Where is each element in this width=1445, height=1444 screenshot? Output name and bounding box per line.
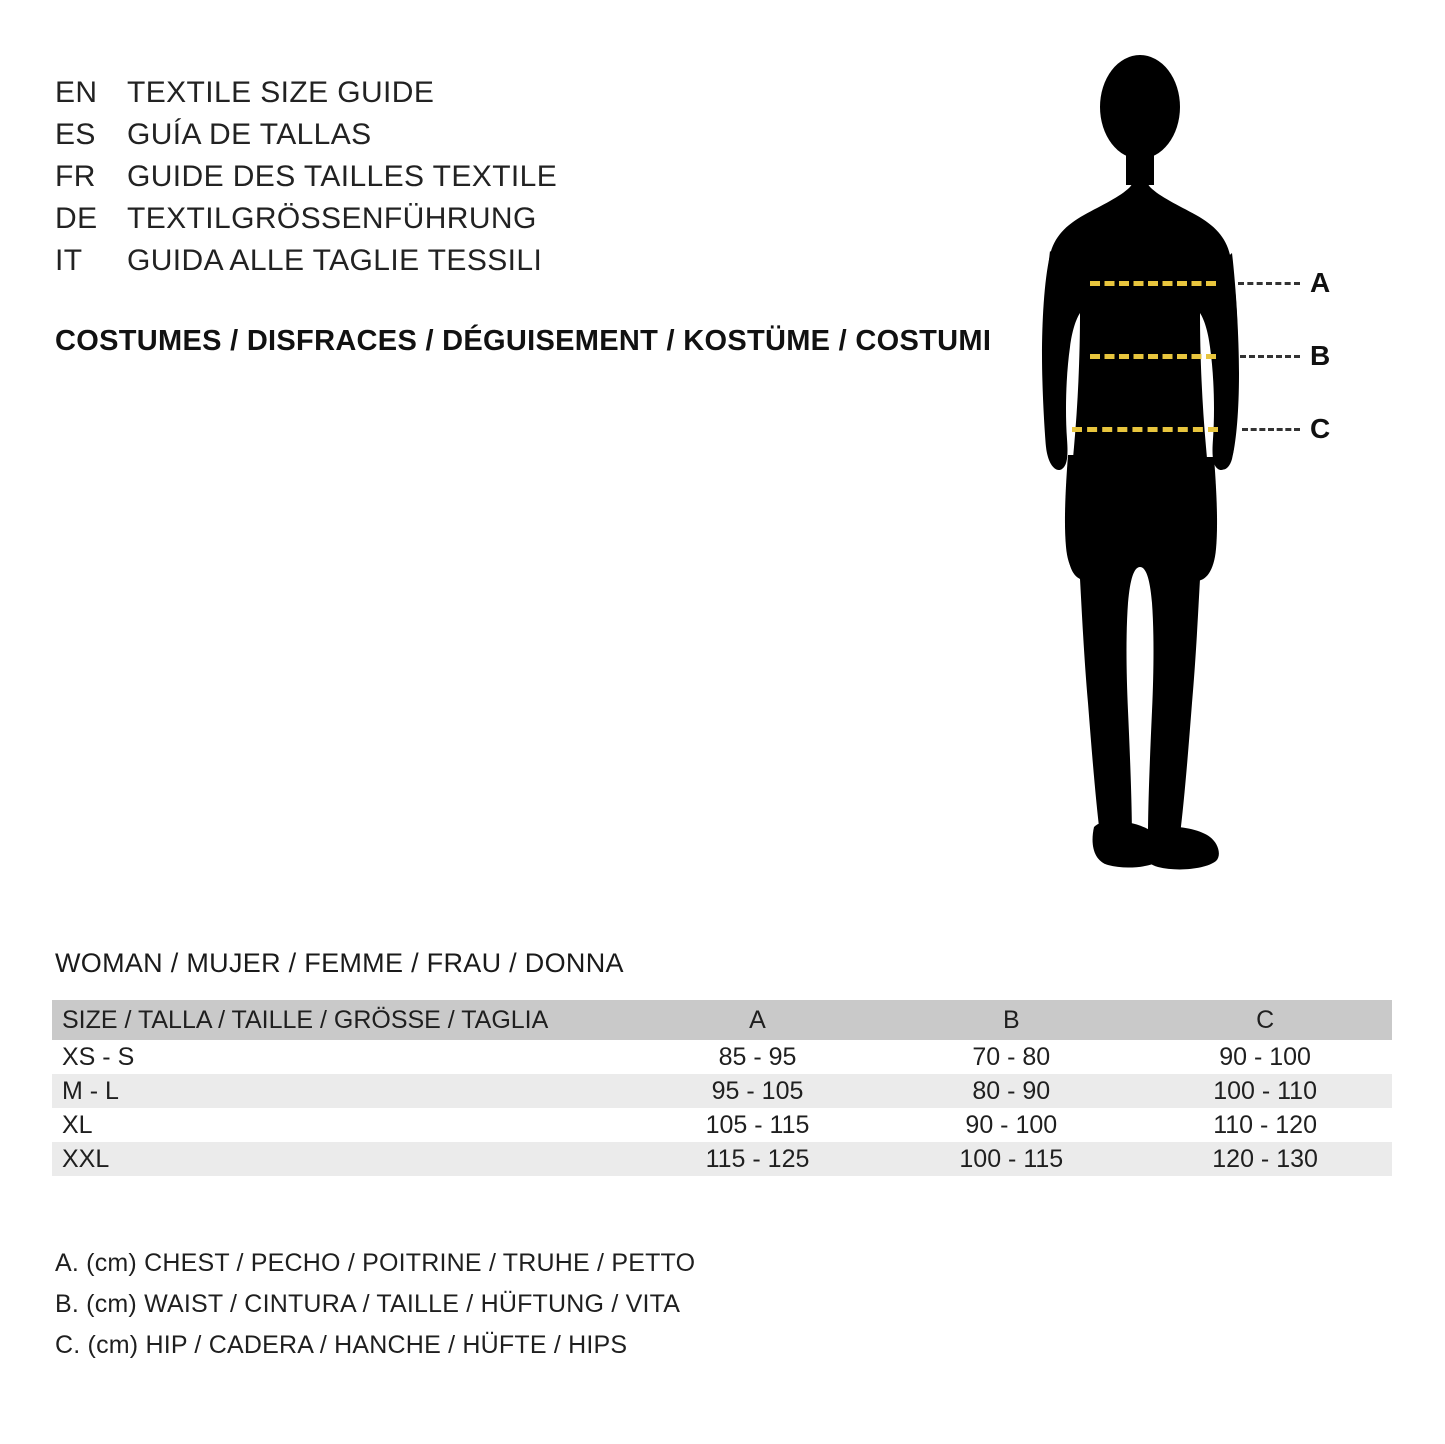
- size-table: [52, 1000, 1392, 1176]
- category-line: COSTUMES / DISFRACES / DÉGUISEMENT / KOSTÜME / COSTUMI: [55, 325, 992, 357]
- waist-measure-line: [1090, 354, 1216, 359]
- language-text: TEXTILE SIZE GUIDE: [127, 76, 435, 109]
- table-header-row: [52, 1000, 1392, 1040]
- language-code: DE: [55, 202, 98, 235]
- legend-item-waist: B. (cm) WAIST / CINTURA / TAILLE / HÜFTUNG / VITA: [55, 1290, 681, 1318]
- table-header-b: B: [1002, 1005, 1020, 1034]
- hip-leader-line: [1242, 428, 1300, 431]
- table-row: [52, 1108, 1392, 1142]
- chest-leader-line: [1238, 282, 1300, 285]
- waist-label-b: B: [1310, 340, 1331, 371]
- chest-measure-line: [1090, 281, 1216, 286]
- table-row: [52, 1142, 1392, 1176]
- language-code: EN: [55, 76, 98, 109]
- cell-c: 90 - 100: [1219, 1042, 1311, 1071]
- table-header-a: A: [749, 1005, 766, 1034]
- chest-label-a: A: [1310, 267, 1331, 298]
- language-text: TEXTILGRÖSSENFÜHRUNG: [127, 202, 537, 235]
- cell-b: 80 - 90: [972, 1076, 1051, 1105]
- language-row: [55, 240, 1005, 282]
- cell-a: 105 - 115: [705, 1110, 810, 1139]
- cell-b: 90 - 100: [965, 1110, 1058, 1139]
- hip-label-c: C: [1310, 413, 1331, 444]
- cell-c: 120 - 130: [1212, 1144, 1318, 1173]
- language-text: GUIDA ALLE TAGLIE TESSILI: [127, 244, 543, 277]
- hip-measure-line: [1072, 427, 1218, 432]
- table-row: [52, 1040, 1392, 1074]
- cell-a: 85 - 95: [718, 1042, 797, 1071]
- cell-c: 100 - 110: [1213, 1076, 1317, 1105]
- language-code: IT: [55, 244, 83, 277]
- cell-size: XXL: [62, 1144, 110, 1173]
- table-header-size: SIZE / TALLA / TAILLE / GRÖSSE / TAGLIA: [62, 1005, 549, 1034]
- language-code: ES: [55, 118, 96, 151]
- cell-size: XS - S: [62, 1042, 135, 1071]
- measurement-legend: [55, 1243, 695, 1366]
- cell-c: 110 - 120: [1213, 1110, 1317, 1139]
- cell-size: XL: [62, 1110, 93, 1139]
- cell-a: 115 - 125: [705, 1144, 810, 1173]
- table-row: [52, 1074, 1392, 1108]
- legend-item-hip: C. (cm) HIP / CADERA / HANCHE / HÜFTE / HIPS: [55, 1331, 628, 1359]
- waist-leader-line: [1240, 355, 1300, 358]
- figure-illustration: [1010, 55, 1390, 895]
- language-list: [55, 72, 1005, 282]
- legend-item-chest: A. (cm) CHEST / PECHO / POITRINE / TRUHE / PETTO: [55, 1249, 696, 1277]
- table-title: WOMAN / MUJER / FEMME / FRAU / DONNA: [55, 948, 624, 978]
- woman-silhouette-icon: [1010, 55, 1390, 895]
- language-row: [55, 72, 1005, 114]
- cell-b: 70 - 80: [972, 1042, 1051, 1071]
- language-row: [55, 156, 1005, 198]
- language-row: [55, 198, 1005, 240]
- cell-size: M - L: [62, 1076, 119, 1105]
- language-row: [55, 114, 1005, 156]
- cell-b: 100 - 115: [959, 1144, 1064, 1173]
- language-text: GUÍA DE TALLAS: [127, 118, 372, 151]
- cell-a: 95 - 105: [711, 1076, 804, 1105]
- language-text: GUIDE DES TAILLES TEXTILE: [127, 160, 558, 193]
- table-header-c: C: [1256, 1005, 1275, 1034]
- language-code: FR: [55, 160, 96, 193]
